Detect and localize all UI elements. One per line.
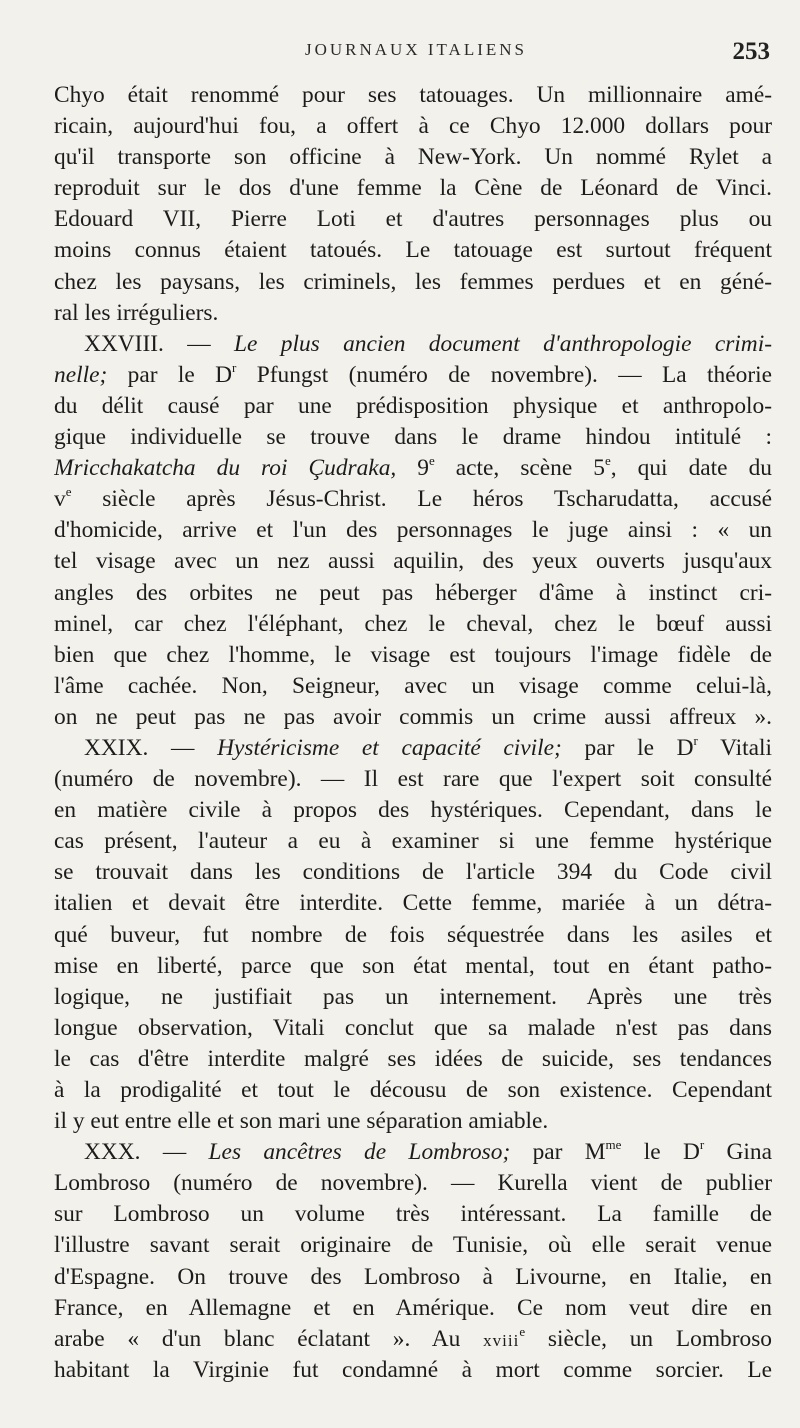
text-line: ral les irréguliers. bbox=[54, 299, 219, 326]
page-number: 253 bbox=[732, 38, 770, 65]
text-line: Mricchakatcha du roi Çudraka, 9e acte, scène 5e, qui date du bbox=[54, 453, 772, 482]
text-line: gique individuelle se trouve dans le drame hindou intitulé : bbox=[54, 424, 772, 451]
text-line: nelle; par le $D^r$ Pfungst (numéro de novembre). — La théorie bbox=[54, 360, 772, 388]
text-line: sur Lombroso un volume très intéressant. La famille de bbox=[54, 1201, 772, 1228]
text-line: l'illustre savant serait originaire de Tunisie, où elle serait venue bbox=[54, 1232, 772, 1259]
text-line: chez les paysans, les criminels, les femmes perdues et en géné- bbox=[54, 268, 772, 295]
text-line: se trouvait dans les conditions de l'article 394 du Code civil bbox=[54, 859, 772, 886]
running-head: JOURNAUX ITALIENS bbox=[305, 40, 527, 59]
text-line: arabe « d'un blanc éclatant ». Au xviii$^e$ siècle, un Lombroso bbox=[54, 1323, 772, 1352]
section-heading-line: XXX. — Les ancêtres de Lombroso; par $M^{me}$ le $D^r$ Gina bbox=[84, 1137, 772, 1166]
text-line: le cas d'être interdite malgré ses idées de suicide, ses tendances bbox=[54, 1045, 772, 1072]
section-heading-line: XXVIII. — Le plus ancien document d'anthropologie crimi- bbox=[84, 330, 772, 357]
text-line: d'Espagne. On trouve des Lombroso à Livourne, en Italie, en bbox=[54, 1263, 772, 1290]
text-line: Edouard VII, Pierre Loti et d'autres personnages plus ou bbox=[54, 206, 772, 233]
text-line: France, en Allemagne et en Amérique. Ce nom veut dire en bbox=[54, 1294, 772, 1321]
section-heading-line: XXIX. — Hystéricisme et capacité civile; par le $D^r$ Vitali bbox=[84, 733, 772, 761]
page-header bbox=[62, 40, 770, 80]
text-line: Chyo était renommé pour ses tatouages. Un millionnaire amé- bbox=[54, 82, 772, 108]
text-line: reproduit sur le dos d'une femme la Cène de Léonard de Vinci. bbox=[54, 175, 772, 202]
text-line: tel visage avec un nez aussi aquilin, des yeux ouverts jusqu'aux bbox=[54, 548, 772, 575]
text-line: habitant la Virginie fut condamné à mort comme sorcier. Le bbox=[54, 1356, 772, 1383]
text-line: en matière civile à propos des hystériques. Cependant, dans le bbox=[54, 797, 772, 824]
text-line: d'homicide, arrive et l'un des personnages le juge ainsi : « un bbox=[54, 517, 772, 544]
text-line: on ne peut pas ne pas avoir commis un crime aussi affreux ». bbox=[54, 703, 772, 730]
text-line: angles des orbites ne peut pas héberger d'âme à instinct cri- bbox=[54, 579, 772, 606]
text-line: qu'il transporte son officine à New-York. Un nommé Rylet a bbox=[54, 144, 772, 171]
body-text bbox=[54, 80, 772, 1386]
text-line: qué buveur, fut nombre de fois séquestrée dans les asiles et bbox=[54, 921, 772, 948]
text-line: l'âme cachée. Non, Seigneur, avec un visage comme celui-là, bbox=[54, 672, 772, 699]
text-line: $v^e$ siècle après Jésus-Christ. Le héros Tscharudatta, accusé bbox=[54, 484, 772, 513]
text-line: minel, car chez l'éléphant, chez le cheval, chez le bœuf aussi bbox=[54, 610, 772, 637]
text-line: longue observation, Vitali conclut que sa malade n'est pas dans bbox=[54, 1014, 772, 1041]
text-line: Lombroso (numéro de novembre). — Kurella vient de publier bbox=[54, 1170, 772, 1197]
text-line: mise en liberté, parce que son état mental, tout en étant patho- bbox=[54, 952, 772, 979]
text-line: cas présent, l'auteur a eu à examiner si une femme hystérique bbox=[54, 828, 772, 855]
text-line: italien et devait être interdite. Cette femme, mariée à un détra- bbox=[54, 890, 772, 917]
text-line: (numéro de novembre). — Il est rare que l'expert soit consulté bbox=[54, 766, 772, 793]
text-line: du délit causé par une prédisposition physique et anthropolo- bbox=[54, 392, 772, 419]
text-line: moins connus étaient tatoués. Le tatouage est surtout fréquent bbox=[54, 237, 772, 264]
text-line: logique, ne justifiait pas un internement. Après une très bbox=[54, 983, 772, 1010]
text-line: à la prodigalité et tout le décousu de son existence. Cependant bbox=[54, 1077, 772, 1103]
text-line: il y eut entre elle et son mari une séparation amiable. bbox=[54, 1108, 549, 1135]
text-line: bien que chez l'homme, le visage est toujours l'image fidèle de bbox=[54, 641, 772, 668]
text-line: ricain, aujourd'hui fou, a offert à ce Chyo 12.000 dollars pour bbox=[54, 113, 772, 140]
